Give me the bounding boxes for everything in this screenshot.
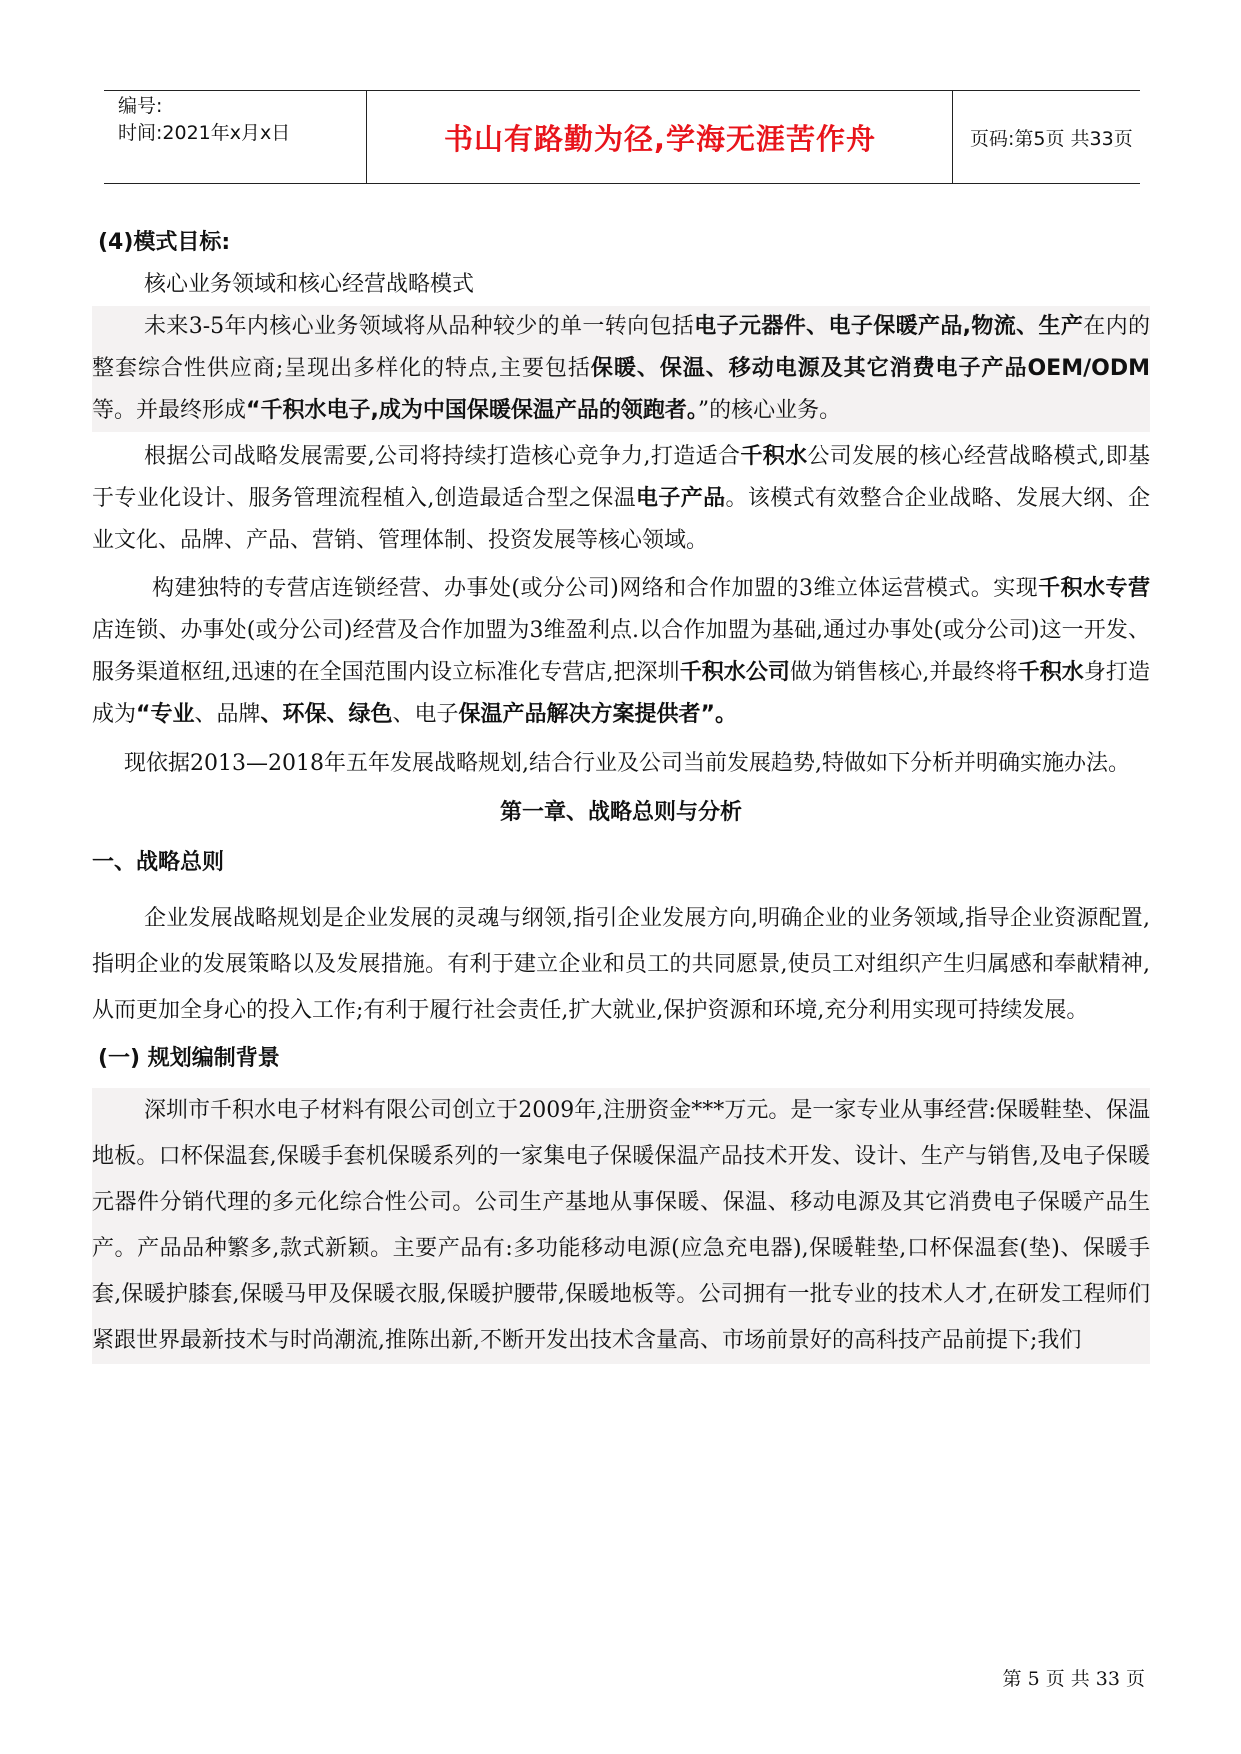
bold-run: 电子元器件、电子保暖产品,物流、生产 xyxy=(694,314,1084,339)
paragraph-core-business xyxy=(92,306,1150,432)
bold-run: 、环保、绿色 xyxy=(260,702,393,727)
text-run: 身打造成为 xyxy=(92,660,1150,727)
bold-run: “专业 xyxy=(136,702,195,727)
bold-run: 保温产品解决方案提供者”。 xyxy=(458,702,737,727)
bold-run: 千积水 xyxy=(1017,660,1084,685)
section-heading-general: 一、战略总则 xyxy=(92,850,225,875)
doc-number-label: 编号: xyxy=(118,95,163,117)
text-run: 。该模式有效整合企业战略、发展大纲、企业文化、品牌、产品、营销、管理体制、投资发展等核心领域。 xyxy=(92,486,1150,553)
header-divider xyxy=(366,91,367,183)
section-heading-background: (一) 规划编制背景 xyxy=(98,1046,280,1071)
chapter-title: 第一章、战略总则与分析 xyxy=(499,800,742,825)
text-run: 未来3-5年内核心业务领域将从品种较少的单一转向包括 xyxy=(144,314,695,339)
paragraph-operation-mode xyxy=(92,568,1150,736)
text-run: 构建独特的专营店连锁经营、办事处(或分公司)网络和合作加盟的3维立体运营模式。实现 xyxy=(152,576,1039,601)
paragraph-strategy-mode xyxy=(92,436,1150,562)
text-run: 根据公司战略发展需要,公司将持续打造核心竞争力,打造适合 xyxy=(144,444,741,469)
core-line: 核心业务领域和核心经营战略模式 xyxy=(144,272,475,297)
text-run: 、品牌 xyxy=(194,702,261,727)
header-page-label: 页码:第5页 共33页 xyxy=(970,127,1133,150)
paragraph-strategy-general: 企业发展战略规划是企业发展的灵魂与纲领,指引企业发展方向,明确企业的业务领域,指导企业资源配置,指明企业的发展策略以及发展措施。有利于建立企业和员工的共同愿景,使员工对组织产生归属感和奉献精神,从而更加全身心的投入工作;有利于履行社会责任,扩大就业,保护资源和环境,充分利用实现可持续发展。 xyxy=(92,906,1150,1023)
heading-mode-target: (4)模式目标: xyxy=(98,230,231,255)
bold-run: 千积水 xyxy=(740,444,808,469)
header-meta xyxy=(118,93,368,147)
text-run: 公司发展的核心经营战略模式,即基于专业化设计、服务管理流程植入,创造最适合型之保温 xyxy=(92,444,1150,511)
text-run: 、电子 xyxy=(392,702,459,727)
bold-run: 保暖、保温、移动电源及其它消费电子产品OEM/ODM xyxy=(590,356,1150,381)
header-divider xyxy=(952,91,953,183)
page-footer: 第 5 页 共 33 页 xyxy=(1002,1668,1145,1690)
bold-run: “千积水电子,成为中国保暖保温产品的领跑者。 xyxy=(246,398,698,423)
page-header xyxy=(104,90,1140,184)
document-body xyxy=(92,222,1150,1364)
text-run: 店连锁、办事处(或分公司)经营及合作加盟为3维盈利点.以合作加盟为基础,通过办事处(或分公司)这一开发、服务渠道枢纽,迅速的在全国范围内设立标准化专营店,把深圳 xyxy=(92,618,1150,685)
text-run: 等。并最终形成 xyxy=(92,398,247,423)
bold-run: 千积水公司 xyxy=(679,660,790,685)
bold-run: 千积水专营 xyxy=(1038,576,1150,601)
doc-time-label: 时间:2021年x月x日 xyxy=(118,122,291,144)
text-run: 在内的整套综合性供应商;呈现出多样化的特点,主要包括 xyxy=(92,314,1150,381)
paragraph-plan-basis: 现依据2013—2018年五年发展战略规划,结合行业及公司当前发展趋势,特做如下分析并明确实施办法。 xyxy=(124,751,1130,776)
paragraph-company-background: 深圳市千积水电子材料有限公司创立于2009年,注册资金***万元。是一家专业从事经营:保暖鞋垫、保温地板。口杯保温套,保暖手套机保暖系列的一家集电子保暖保温产品技术开发、设计、生产与销售,及电子保暖元器件分销代理的多元化综合性公司。公司生产基地从事保暖、保温、移动电源及其它消费电子保暖产品生产。产品品种繁多,款式新颖。主要产品有:多功能移动电源(应急充电器),保暖鞋垫,口杯保温套(垫)、保暖手套,保暖护膝套,保暖马甲及保暖衣服,保暖护腰带,保暖地板等。公司拥有一批专业的技术人才,在研发工程师们紧跟世界最新技术与时尚潮流,推陈出新,不断开发出技术含量高、市场前景好的高科技产品前提下;我们 xyxy=(92,1088,1150,1364)
text-run: ”的核心业务。 xyxy=(697,398,842,423)
bold-run: 电子产品 xyxy=(636,486,726,511)
header-motto: 书山有路勤为径,学海无涯苦作舟 xyxy=(443,121,877,156)
text-run: 做为销售核心,并最终将 xyxy=(790,660,1018,685)
